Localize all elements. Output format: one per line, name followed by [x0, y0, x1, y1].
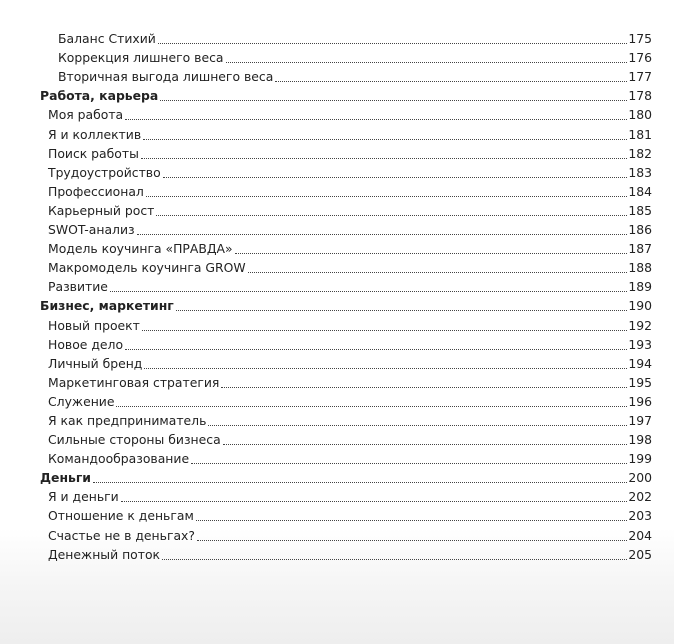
toc-entry-title: Трудоустройство [48, 164, 161, 180]
toc-entry-title: Моя работа [48, 107, 124, 123]
dot-leader [275, 81, 627, 82]
toc-entry-row [0, 103, 652, 122]
dot-leader [116, 406, 627, 407]
toc-entry-row [0, 447, 652, 466]
toc-entry-row [0, 371, 652, 390]
toc-entry-title: Служение [48, 393, 115, 409]
dot-leader [125, 349, 627, 350]
toc-entry-title: Вторичная выгода лишнего веса [58, 69, 274, 85]
toc-entry-title: Я и деньги [48, 489, 119, 505]
toc-section-row [0, 466, 652, 485]
dot-leader [235, 253, 628, 254]
toc-page-number: 181 [628, 126, 652, 142]
toc-entry-title: Я как предприниматель [48, 412, 207, 428]
toc-page-number: 198 [628, 432, 652, 448]
toc-entry-row [0, 428, 652, 447]
toc-page-number: 194 [628, 355, 652, 371]
toc-page-number: 192 [628, 317, 652, 333]
dot-leader [110, 291, 627, 292]
dot-leader [158, 43, 628, 44]
toc-entry-row [0, 218, 652, 237]
toc-page-number: 193 [628, 336, 652, 352]
dot-leader [196, 520, 628, 521]
toc-entry-row [0, 122, 652, 141]
dot-leader [142, 330, 627, 331]
table-of-contents [0, 27, 674, 562]
toc-entry-row [0, 409, 652, 428]
toc-page-number: 176 [628, 50, 652, 66]
toc-entry-row [0, 523, 652, 542]
toc-entry-row [0, 543, 652, 562]
dot-leader [208, 425, 627, 426]
toc-page-number: 177 [628, 69, 652, 85]
toc-page-number: 200 [628, 470, 652, 486]
dot-leader [156, 215, 627, 216]
toc-entry-title: Новое дело [48, 336, 124, 352]
toc-page-number: 199 [628, 451, 652, 467]
toc-entry-row [0, 27, 652, 46]
dot-leader [160, 100, 627, 101]
toc-page-number: 188 [628, 260, 652, 276]
toc-entry-title: Командообразование [48, 451, 190, 467]
dot-leader [146, 196, 627, 197]
dot-leader [221, 387, 627, 388]
toc-entry-title: Маркетинговая стратегия [48, 374, 220, 390]
toc-entry-row [0, 46, 652, 65]
toc-entry-row [0, 333, 652, 352]
toc-entry-title: Карьерный рост [48, 202, 155, 218]
dot-leader [125, 119, 627, 120]
toc-entry-row [0, 313, 652, 332]
toc-page-number: 183 [628, 164, 652, 180]
dot-leader [197, 540, 627, 541]
toc-entry-row [0, 485, 652, 504]
toc-page-number: 180 [628, 107, 652, 123]
toc-page-number: 197 [628, 412, 652, 428]
dot-leader [223, 444, 628, 445]
toc-entry-row [0, 180, 652, 199]
toc-entry-row [0, 504, 652, 523]
toc-section-row [0, 294, 652, 313]
toc-entry-row [0, 142, 652, 161]
toc-page-number: 182 [628, 145, 652, 161]
dot-leader [163, 177, 628, 178]
toc-entry-title: Макромодель коучинга GROW [48, 260, 246, 276]
toc-section-title: Бизнес, маркетинг [40, 298, 174, 314]
toc-entry-row [0, 256, 652, 275]
dot-leader [191, 463, 627, 464]
dot-leader [162, 559, 627, 560]
toc-section-title: Работа, карьера [40, 88, 159, 104]
toc-entry-title: Баланс Стихий [58, 31, 156, 47]
dot-leader [226, 62, 628, 63]
toc-entry-title: Новый проект [48, 317, 140, 333]
toc-page-number: 196 [628, 393, 652, 409]
toc-page-number: 175 [628, 31, 652, 47]
toc-entry-row [0, 65, 652, 84]
toc-entry-title: SWOT-анализ [48, 222, 135, 238]
dot-leader [121, 501, 628, 502]
toc-entry-title: Отношение к деньгам [48, 508, 194, 524]
toc-page-number: 189 [628, 279, 652, 295]
toc-entry-title: Коррекция лишнего веса [58, 50, 224, 66]
toc-entry-row [0, 390, 652, 409]
toc-entry-title: Профессионал [48, 183, 144, 199]
toc-entry-title: Модель коучинга «ПРАВДА» [48, 241, 233, 257]
toc-entry-title: Счастье не в деньгах? [48, 527, 195, 543]
toc-entry-row [0, 275, 652, 294]
dot-leader [143, 139, 627, 140]
toc-page-number: 204 [628, 527, 652, 543]
toc-page-number: 202 [628, 489, 652, 505]
toc-page-number: 185 [628, 202, 652, 218]
dot-leader [144, 368, 627, 369]
toc-entry-row [0, 199, 652, 218]
toc-entry-title: Сильные стороны бизнеса [48, 432, 221, 448]
dot-leader [93, 482, 627, 483]
toc-page-number: 178 [628, 88, 652, 104]
toc-page-number: 205 [628, 546, 652, 562]
dot-leader [176, 310, 628, 311]
dot-leader [141, 158, 627, 159]
toc-entry-row [0, 237, 652, 256]
toc-page-number: 187 [628, 241, 652, 257]
toc-section-title: Деньги [40, 470, 91, 486]
dot-leader [137, 234, 628, 235]
toc-entry-title: Поиск работы [48, 145, 139, 161]
toc-section-row [0, 84, 652, 103]
toc-entry-row [0, 352, 652, 371]
toc-page-number: 203 [628, 508, 652, 524]
toc-page-number: 195 [628, 374, 652, 390]
toc-entry-row [0, 161, 652, 180]
toc-page-number: 184 [628, 183, 652, 199]
toc-entry-title: Личный бренд [48, 355, 143, 371]
toc-entry-title: Развитие [48, 279, 108, 295]
toc-entry-title: Денежный поток [48, 546, 161, 562]
toc-page-number: 186 [628, 222, 652, 238]
toc-page-number: 190 [628, 298, 652, 314]
toc-entry-title: Я и коллектив [48, 126, 142, 142]
dot-leader [248, 272, 628, 273]
